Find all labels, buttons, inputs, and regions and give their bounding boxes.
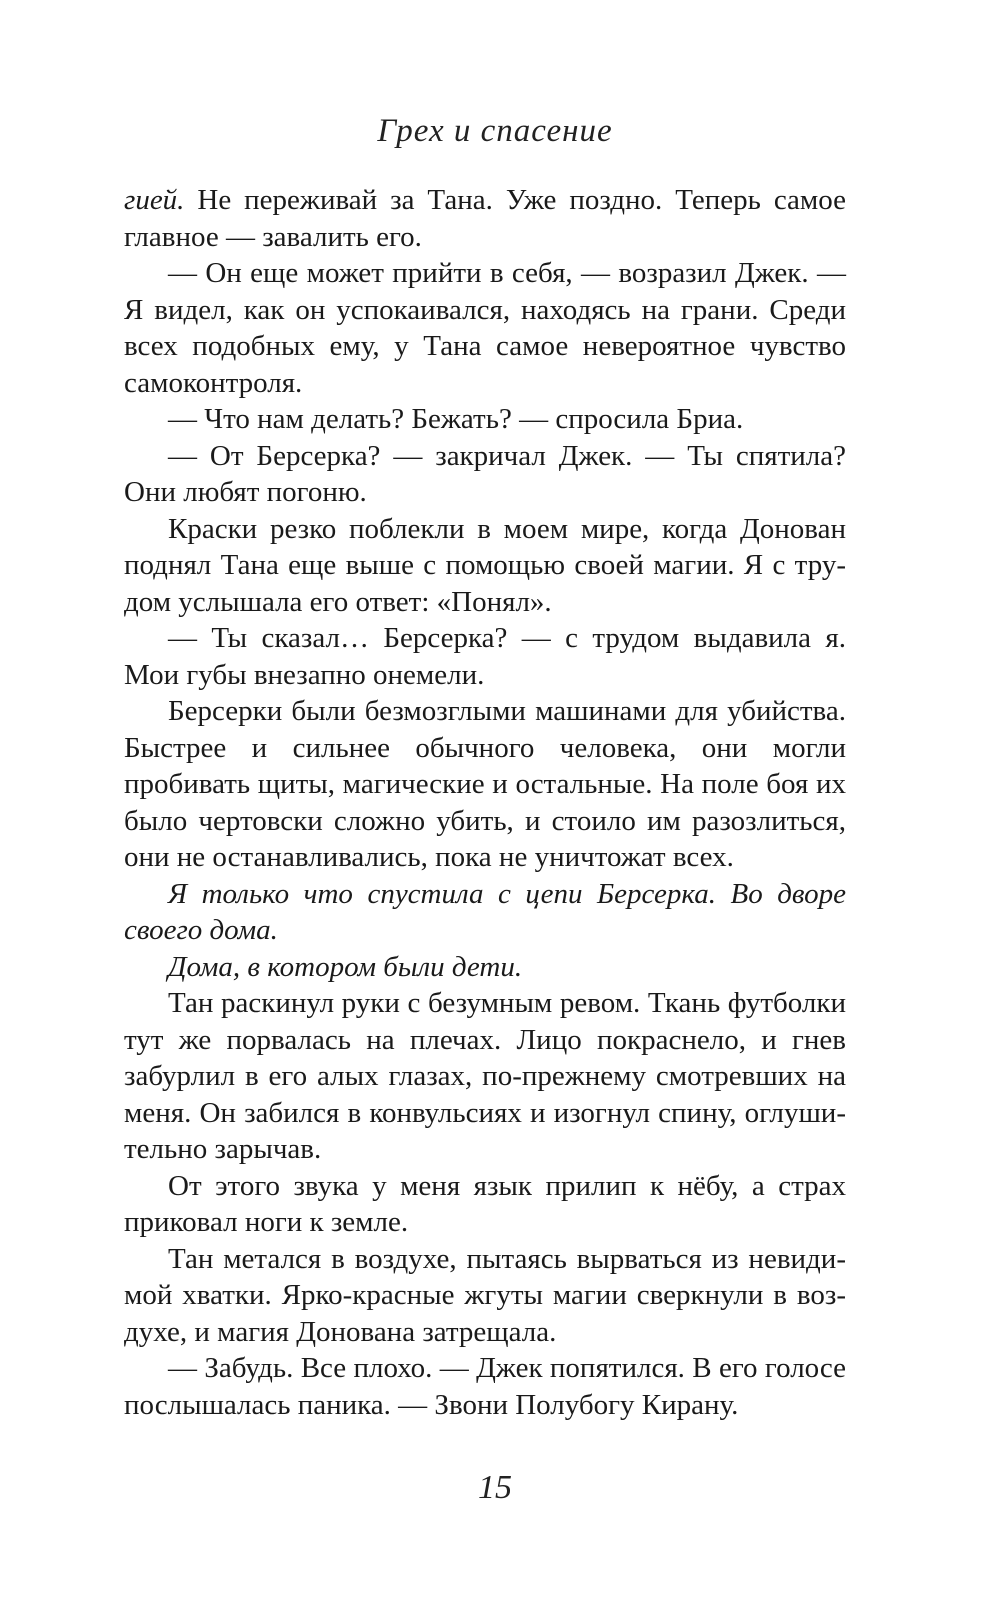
paragraph: Тан метался в воздухе, пытаясь вырваться из невидимой хватки. Ярко-красные жгуты магии сверкнули в воздухе, и магия Донована затрещала. — [124, 1242, 846, 1348]
paragraph: От этого звука у меня язык прилип к нёбу, а страх приковал ноги к земле. — [124, 1169, 846, 1238]
paragraph: — От Берсерка? — закричал Джек. — Ты спятила? Они любят погоню. — [124, 439, 846, 508]
paragraph: — Он еще может прийти в себя, — возразил Джек. — Я видел, как он успокаивался, находясь на грани. Среди всех подобных ему, у Тана самое невероятное чувство самоконтроля. — [124, 257, 846, 399]
body-text — [124, 182, 846, 1423]
paragraph-text: Не переживай за Тана. Уже поздно. Теперь самое главное — завалить его. — [124, 184, 846, 253]
paragraph — [124, 182, 846, 255]
italic-fragment: гией. — [124, 184, 185, 216]
paragraph: Берсерки были безмозглыми машинами для убийства. Быстрее и сильнее обычного человека, они могли пробивать щиты, магические и остальные. На поле боя их было чертовски сложно убить, и стоило им разозлиться, они не останавливались, пока не уничтожат всех. — [124, 695, 846, 873]
running-head: Грех и спасение — [377, 113, 613, 149]
paragraph: Тан раскинул руки с безумным ревом. Ткань футболки тут же порвалась на плечах. Лицо покраснело, и гнев забурлил в его алых глазах, по-прежнему смотревших на меня. Он забился в конвульсиях и изогнул спину, оглушительно зарычав. — [124, 987, 846, 1165]
paragraph: — Забудь. Все плохо. — Джек попятился. В его голосе послышалась паника. — Звони Полубогу Кирану. — [124, 1352, 846, 1421]
italic-paragraph: Я только что спустила с цепи Берсерка. Во дворе своего дома. — [124, 877, 846, 946]
paragraph: — Ты сказал… Берсерка? — с трудом выдавила я. Мои губы внезапно онемели. — [124, 622, 846, 691]
italic-paragraph: Дома, в котором были дети. — [168, 950, 523, 983]
paragraph: Краски резко поблекли в моем мире, когда Донован поднял Тана еще выше с помощью своей магии. Я с трудом услышала его ответ: «Понял». — [124, 512, 846, 618]
paragraph: — Что нам делать? Бежать? — спросила Бриа. — [168, 403, 744, 435]
page-number: 15 — [478, 1469, 512, 1506]
